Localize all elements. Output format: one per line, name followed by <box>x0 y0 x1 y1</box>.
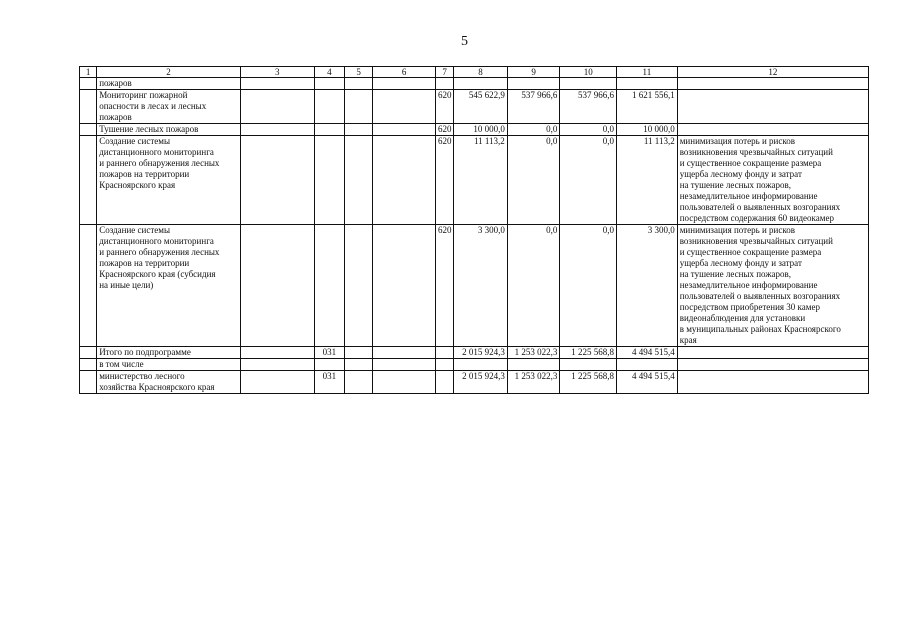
cell-value-9: 0,0 <box>507 124 560 136</box>
cell-col6 <box>373 90 436 124</box>
cell-col3 <box>240 136 314 225</box>
cell-value-9: 0,0 <box>507 136 560 225</box>
cell-code <box>314 225 344 347</box>
column-header: 1 <box>80 67 97 78</box>
cell-col3 <box>240 359 314 371</box>
cell-name: Итого по подпрограмме <box>97 347 241 359</box>
cell-col1 <box>80 124 97 136</box>
cell-col3 <box>240 90 314 124</box>
column-header: 9 <box>507 67 560 78</box>
cell-col5 <box>344 90 372 124</box>
cell-result: минимизация потерь и рисков возникновения чрезвычайных ситуаций и существенное сокращение размера ущерба лесному фонду и затрат на тушение лесных пожаров, незамедлительное информирование пользователей о выявленных возгораниях посредством приобретения 30 камер видеонаблюдения для установки в муниципальных районах Красноярского края <box>677 225 868 347</box>
column-header: 10 <box>560 67 617 78</box>
cell-col6 <box>373 124 436 136</box>
cell-value-8 <box>454 359 508 371</box>
cell-result <box>677 90 868 124</box>
cell-value-10: 1 225 568,8 <box>560 371 617 394</box>
cell-col1 <box>80 371 97 394</box>
cell-value-9: 0,0 <box>507 225 560 347</box>
cell-result <box>677 78 868 90</box>
cell-value-11: 11 113,2 <box>617 136 678 225</box>
cell-value-11: 4 494 515,4 <box>617 347 678 359</box>
cell-col6 <box>373 359 436 371</box>
cell-col1 <box>80 136 97 225</box>
cell-name: Создание системы дистанционного мониторинга и раннего обнаружения лесных пожаров на территории Красноярского края <box>97 136 241 225</box>
cell-value-11: 3 300,0 <box>617 225 678 347</box>
cell-value-8: 2 015 924,3 <box>454 347 508 359</box>
cell-value-9 <box>507 78 560 90</box>
cell-value-9: 537 966,6 <box>507 90 560 124</box>
column-header: 7 <box>436 67 454 78</box>
cell-col6 <box>373 78 436 90</box>
cell-value-8: 10 000,0 <box>454 124 508 136</box>
column-header: 3 <box>240 67 314 78</box>
cell-value-10 <box>560 78 617 90</box>
cell-type <box>436 78 454 90</box>
table-row <box>80 90 869 124</box>
cell-col5 <box>344 136 372 225</box>
cell-col5 <box>344 124 372 136</box>
cell-result <box>677 124 868 136</box>
cell-col1 <box>80 90 97 124</box>
cell-type <box>436 371 454 394</box>
cell-value-10: 0,0 <box>560 225 617 347</box>
cell-col5 <box>344 371 372 394</box>
cell-col5 <box>344 359 372 371</box>
cell-type <box>436 347 454 359</box>
cell-code <box>314 136 344 225</box>
table-row <box>80 124 869 136</box>
cell-type <box>436 359 454 371</box>
cell-col6 <box>373 347 436 359</box>
page-number: 5 <box>461 34 468 49</box>
cell-value-11 <box>617 359 678 371</box>
cell-col1 <box>80 347 97 359</box>
cell-value-8: 11 113,2 <box>454 136 508 225</box>
cell-col1 <box>80 225 97 347</box>
budget-table <box>79 66 869 394</box>
cell-value-9: 1 253 022,3 <box>507 371 560 394</box>
cell-name: в том числе <box>97 359 241 371</box>
table-row <box>80 359 869 371</box>
cell-value-11: 10 000,0 <box>617 124 678 136</box>
cell-code <box>314 124 344 136</box>
cell-result <box>677 359 868 371</box>
table-row <box>80 347 869 359</box>
cell-value-10: 0,0 <box>560 136 617 225</box>
cell-result: минимизация потерь и рисков возникновения чрезвычайных ситуаций и существенное сокращение размера ущерба лесному фонду и затрат на тушение лесных пожаров, незамедлительное информирование пользователей о выявленных возгораниях посредством содержания 60 видеокамер <box>677 136 868 225</box>
cell-value-9: 1 253 022,3 <box>507 347 560 359</box>
cell-col3 <box>240 347 314 359</box>
cell-col5 <box>344 225 372 347</box>
cell-code <box>314 359 344 371</box>
cell-name: министерство лесного хозяйства Красноярского края <box>97 371 241 394</box>
cell-value-8: 2 015 924,3 <box>454 371 508 394</box>
cell-col5 <box>344 78 372 90</box>
cell-code: 031 <box>314 371 344 394</box>
cell-col6 <box>373 136 436 225</box>
table-row <box>80 78 869 90</box>
cell-value-11: 1 621 556,1 <box>617 90 678 124</box>
column-header: 11 <box>617 67 678 78</box>
cell-col3 <box>240 225 314 347</box>
cell-name: пожаров <box>97 78 241 90</box>
cell-code: 031 <box>314 347 344 359</box>
cell-type: 620 <box>436 136 454 225</box>
table-row <box>80 371 869 394</box>
cell-name: Мониторинг пожарной опасности в лесах и лесных пожаров <box>97 90 241 124</box>
cell-type: 620 <box>436 90 454 124</box>
cell-result <box>677 371 868 394</box>
cell-col1 <box>80 78 97 90</box>
cell-value-10: 537 966,6 <box>560 90 617 124</box>
column-header: 12 <box>677 67 868 78</box>
cell-value-11 <box>617 78 678 90</box>
cell-name: Тушение лесных пожаров <box>97 124 241 136</box>
cell-col3 <box>240 124 314 136</box>
cell-value-10 <box>560 359 617 371</box>
column-header: 2 <box>97 67 241 78</box>
cell-type: 620 <box>436 225 454 347</box>
cell-col3 <box>240 371 314 394</box>
cell-type: 620 <box>436 124 454 136</box>
column-header: 4 <box>314 67 344 78</box>
cell-value-8: 3 300,0 <box>454 225 508 347</box>
cell-result <box>677 347 868 359</box>
cell-col1 <box>80 359 97 371</box>
column-header: 8 <box>454 67 508 78</box>
cell-col5 <box>344 347 372 359</box>
cell-value-8: 545 622,9 <box>454 90 508 124</box>
cell-code <box>314 78 344 90</box>
column-header: 5 <box>344 67 372 78</box>
cell-value-10: 1 225 568,8 <box>560 347 617 359</box>
cell-value-11: 4 494 515,4 <box>617 371 678 394</box>
cell-col6 <box>373 225 436 347</box>
table-row <box>80 225 869 347</box>
cell-name: Создание системы дистанционного мониторинга и раннего обнаружения лесных пожаров на территории Красноярского края (субсидия на иные цели) <box>97 225 241 347</box>
cell-value-8 <box>454 78 508 90</box>
cell-value-9 <box>507 359 560 371</box>
column-header: 6 <box>373 67 436 78</box>
cell-col3 <box>240 78 314 90</box>
cell-value-10: 0,0 <box>560 124 617 136</box>
cell-col6 <box>373 371 436 394</box>
table-row <box>80 136 869 225</box>
cell-code <box>314 90 344 124</box>
table-header-row <box>80 67 869 78</box>
